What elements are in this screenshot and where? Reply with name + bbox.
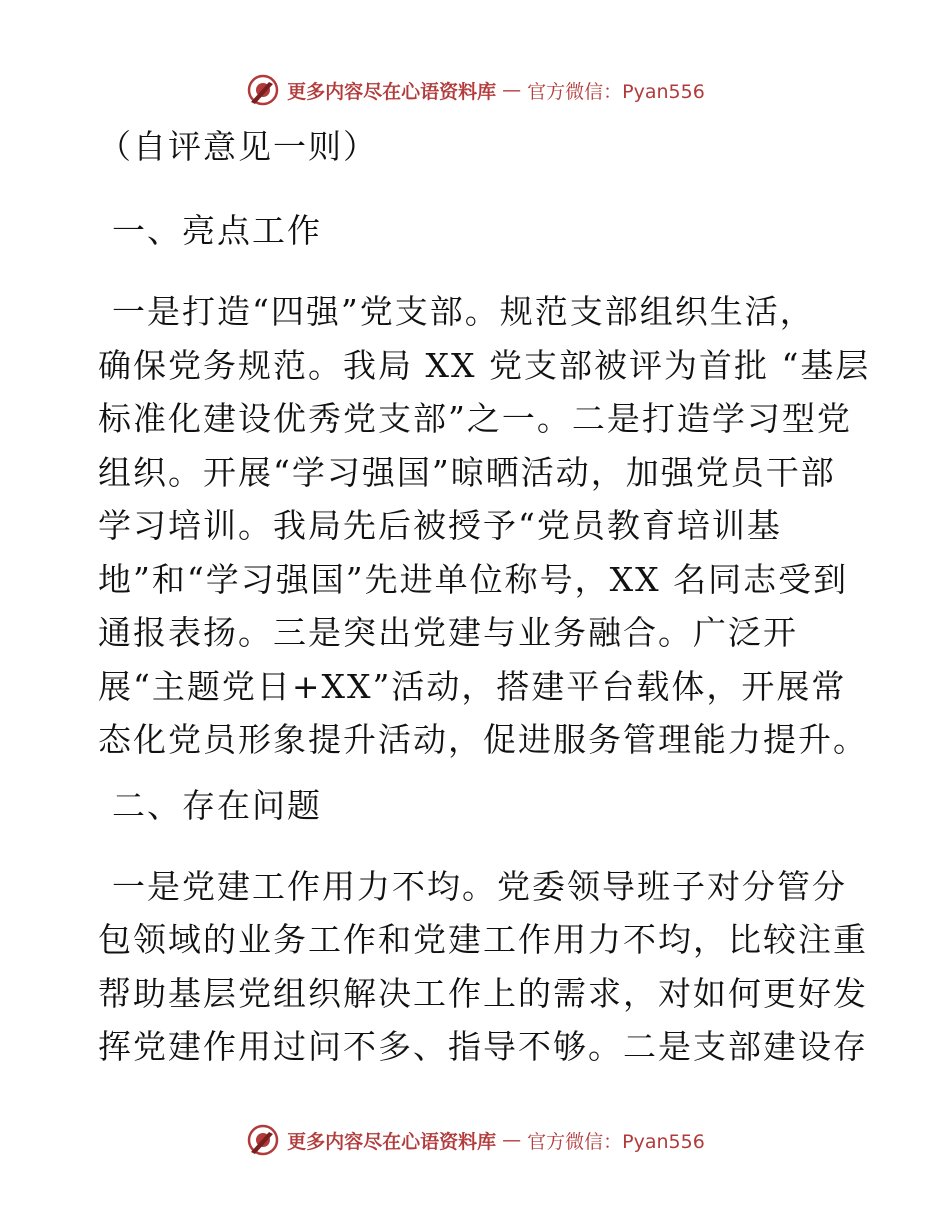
banner-wechat-text: 官方微信：Pyan556	[527, 1130, 705, 1153]
paragraph-line: 包领域的业务工作和党建工作用力不均，比较注重	[98, 920, 868, 959]
paragraph-line: 一是打造“四强”党支部。规范支部组织生活，	[112, 292, 815, 331]
pen-circle-logo-icon	[245, 1122, 281, 1158]
banner-brand-text: 更多内容尽在心语资料库	[287, 80, 497, 103]
paragraph-line: 通报表扬。三是突出党建与业务融合。广泛开	[98, 613, 798, 652]
paragraph-line: 帮助基层党组织解决工作上的需求，对如何更好发	[98, 973, 868, 1013]
banner-separator: —	[502, 79, 522, 101]
paragraph-line: 展“主题党日+XX”活动，搭建平台载体，开展常	[98, 666, 847, 706]
footer-banner	[0, 1120, 950, 1160]
banner-wechat-text: 官方微信：Pyan556	[527, 80, 705, 103]
paragraph-line: 学习培训。我局先后被授予“党员教育培训基	[98, 506, 782, 545]
paragraph-line: 态化党员形象提升活动，促进服务管理能力提升。	[98, 720, 868, 759]
section-heading-problems: 二、存在问题	[112, 785, 322, 825]
paragraph-line: 挥党建作用过问不多、指导不够。二是支部建设存	[98, 1027, 868, 1066]
header-banner	[0, 70, 950, 110]
pen-circle-logo-icon	[245, 72, 281, 108]
banner-brand-text: 更多内容尽在心语资料库	[287, 1130, 497, 1153]
section-heading-highlights: 一、亮点工作	[112, 211, 322, 250]
banner-separator: —	[502, 1129, 522, 1151]
document-subtitle: （自评意见一则）	[98, 127, 378, 166]
paragraph-line: 地”和“学习强国”先进单位称号，XX 名同志受到	[98, 559, 849, 599]
paragraph-line: 一是党建工作用力不均。党委领导班子对分管分	[112, 866, 847, 906]
document-body	[98, 122, 871, 1074]
paragraph-line: 组织。开展“学习强国”晾晒活动，加强党员干部	[98, 452, 836, 492]
paragraph-line: 标准化建设优秀党支部”之一。二是打造学习型党	[98, 399, 852, 438]
paragraph-line: 确保党务规范。我局 XX 党支部被评为首批 “基层	[98, 345, 871, 385]
